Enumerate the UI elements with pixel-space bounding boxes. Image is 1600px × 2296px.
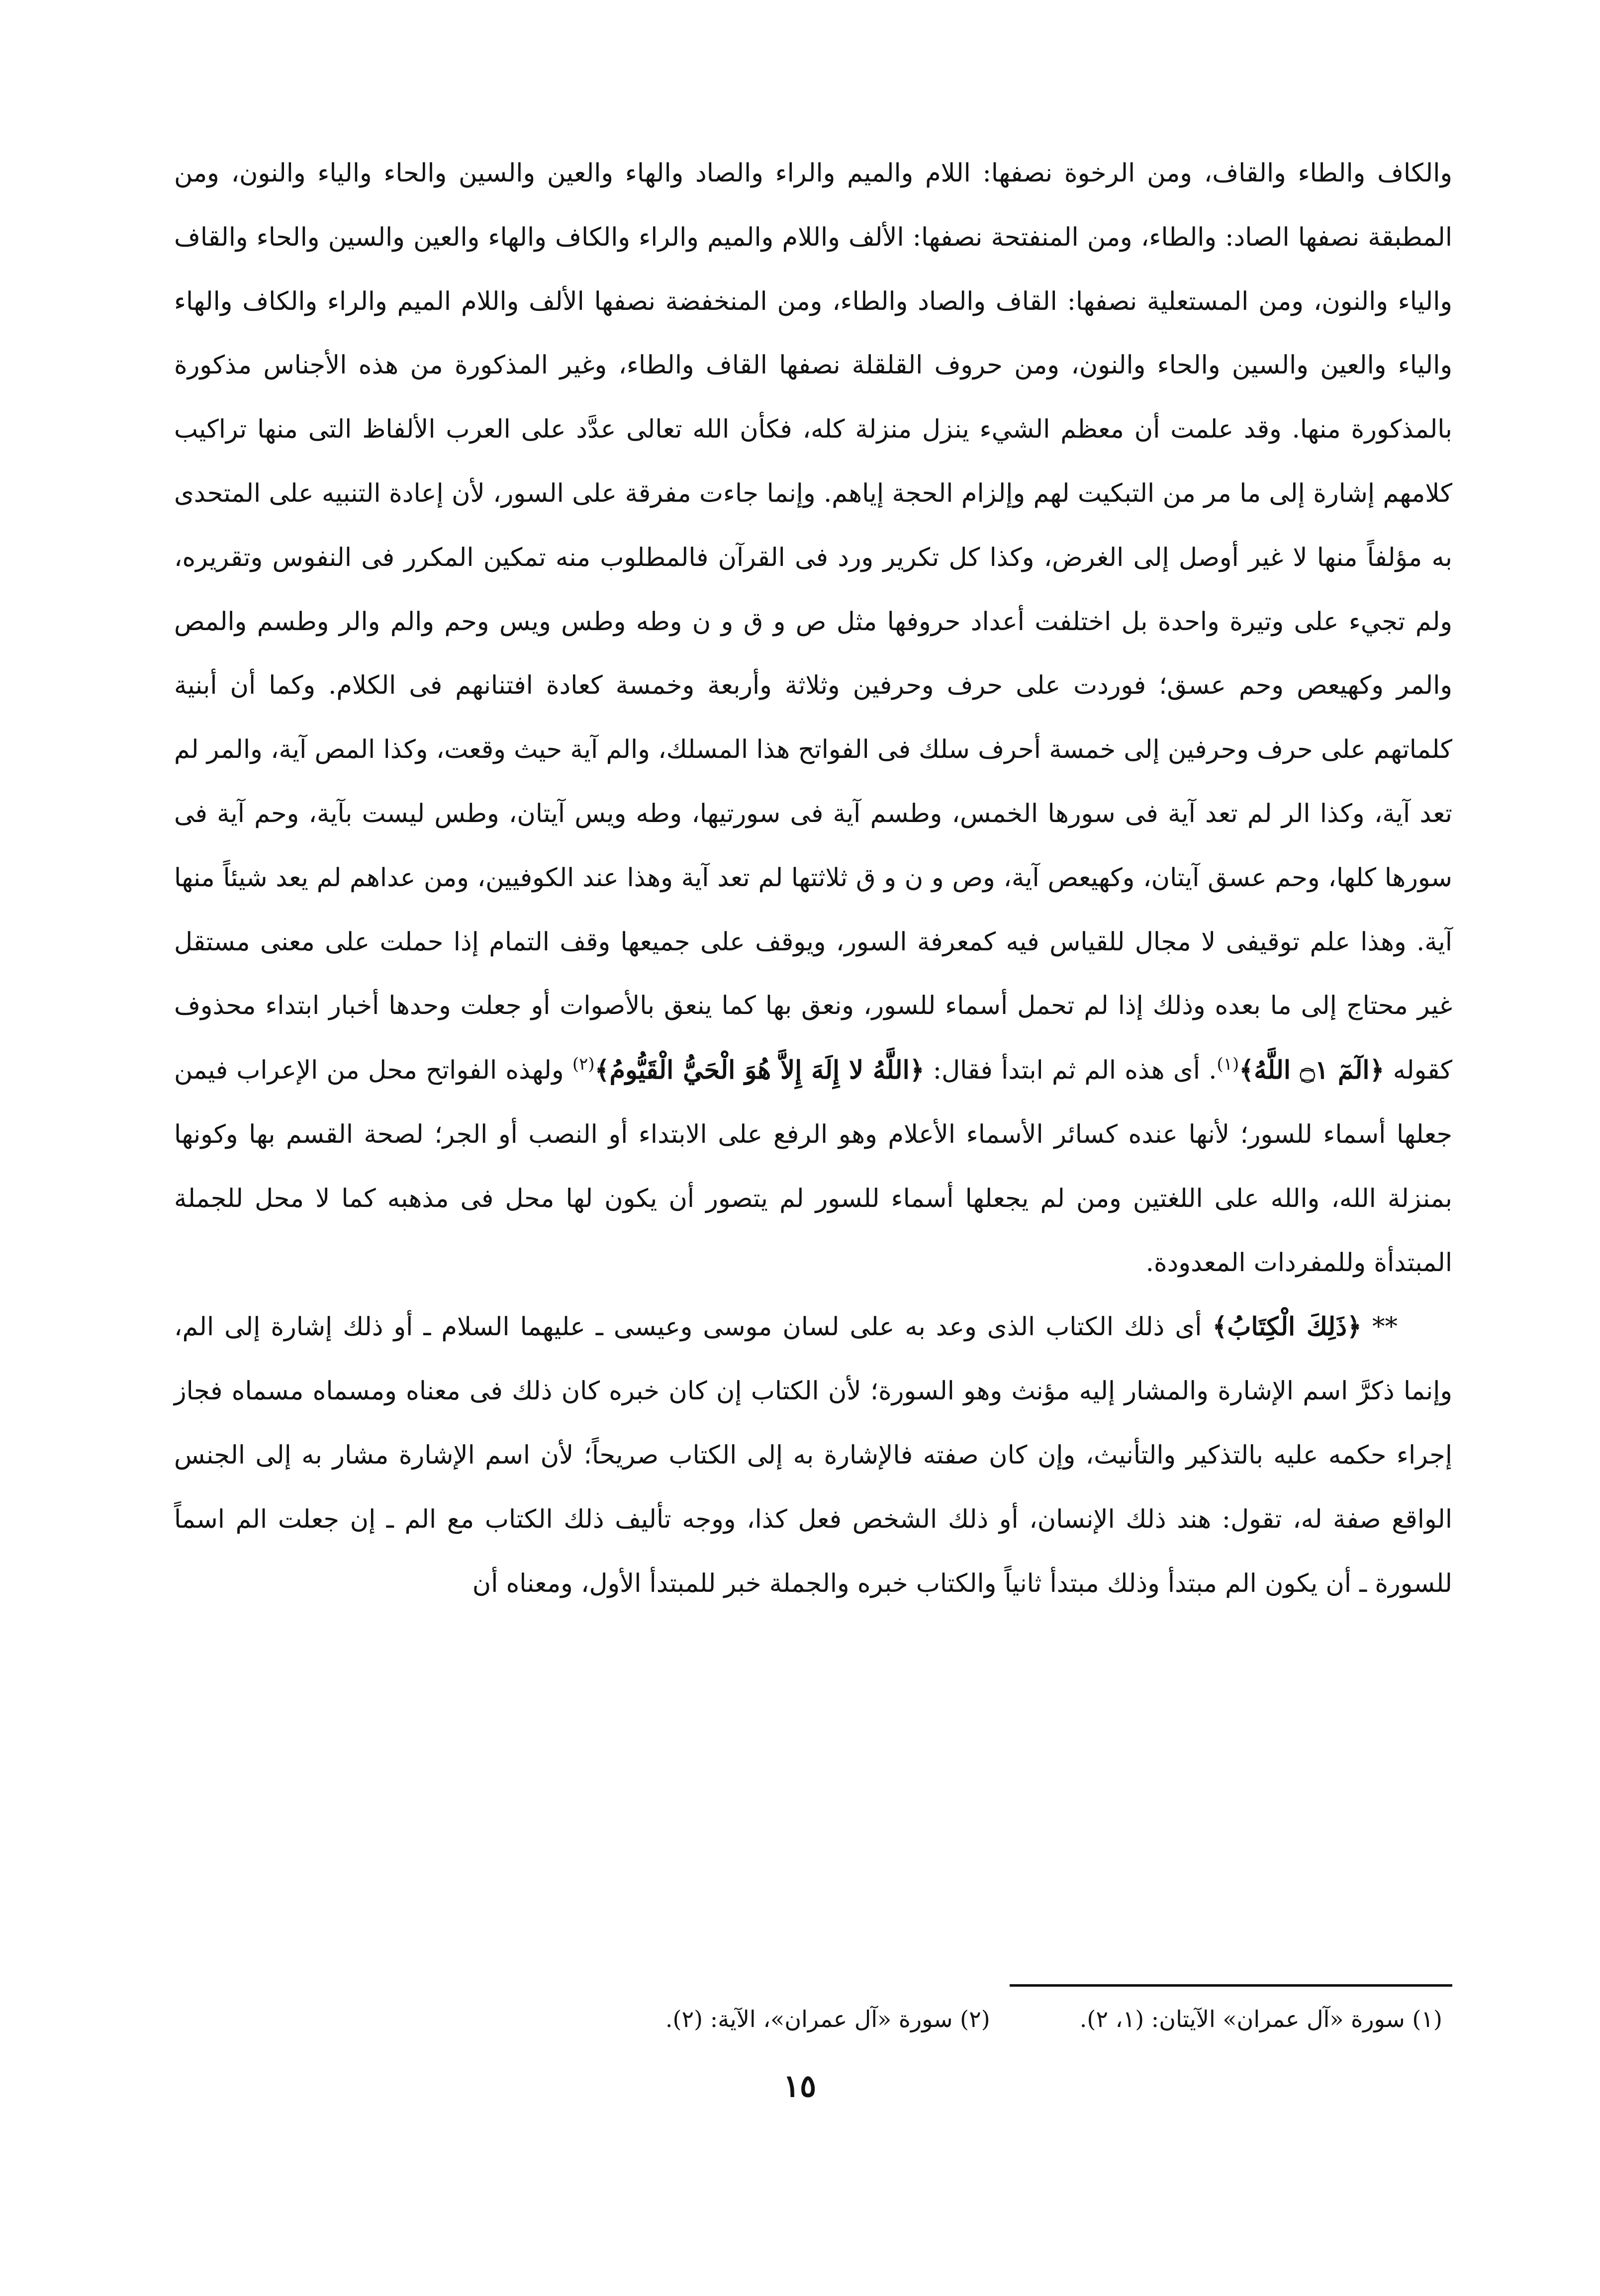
footnote-1: (١) سورة «آل عمران» الآيتان: (١، ٢). — [1079, 2006, 1442, 2032]
paragraph-2 — [174, 1295, 1452, 1616]
footnote-divider — [1010, 1984, 1452, 1987]
footnote-2: (٢) سورة «آل عمران»، الآية: (٢). — [665, 2006, 990, 2032]
page-number: ١٥ — [783, 2068, 817, 2104]
paragraph-1-text-2: . أى هذه الم ثم ابتدأ فقال: — [933, 1056, 1217, 1086]
quran-verse-3: ﴿ذَلِكَ الْكِتَابُ﴾ — [1212, 1312, 1362, 1342]
paragraph-marker: ** — [1372, 1312, 1398, 1342]
paragraph-1-text-3: ولهذه الفواتح محل من الإعراب فيمن جعلها أسماء للسور؛ لأنها عنده كسائر الأسماء الأعلام وهو الرفع على الابتداء أو النصب أو الجر؛ لصحة القسم بها وكونها بمنزلة الله، والله على اللغتين ومن لم يجعلها أسماء للسور لم يتصور أن يكون لها محل فى مذهبه كما لا محل للجملة المبتدأة وللمفردات المعدودة. — [174, 1056, 1452, 1278]
quran-verse-1: ﴿الٓمٓ ۝١ اللَّهُ﴾ — [1239, 1055, 1385, 1086]
paragraph-1 — [174, 142, 1452, 1295]
footnotes — [279, 1999, 1442, 2039]
paragraph-1-text-1: والكاف والطاء والقاف، ومن الرخوة نصفها: اللام والميم والراء والصاد والهاء والعين والسين والحاء والياء والنون، ومن المطبقة نصفها الصاد: والطاء، ومن المنفتحة نصفها: الألف واللام والميم والراء والكاف والهاء والعين والسين والحاء والقاف والياء والنون، ومن المستعلية نصفها: القاف والصاد والطاء، ومن المنخفضة نصفها الألف واللام الميم والراء والكاف والهاء والياء والعين والسين والحاء والنون، ومن حروف القلقلة نصفها القاف والطاء، وغير المذكورة من هذه الأجناس مذكورة بالمذكورة منها. وقد علمت أن معظم الشيء ينزل منزلة كله، فكأن الله تعالى عدَّد على العرب الألفاظ التى منها تراكيب كلامهم إشارة إلى ما مر من التبكيت لهم وإلزام الحجة إياهم. وإنما جاءت مفرقة على السور، لأن إعادة التنبيه على المتحدى به مؤلفاً منها لا غير أوصل إلى الغرض، وكذا كل تكرير ورد فى القرآن فالمطلوب منه تمكين المكرر فى النفوس وتقريره، ولم تجيء على وتيرة واحدة بل اختلفت أعداد حروفها مثل ص و ق و ن وطه وطس ويس وحم والم والر وطسم والمص والمر وكهيعص وحم عسق؛ فوردت على حرف وحرفين وثلاثة وأربعة وخمسة كعادة افتنانهم فى الكلام. وكما أن أبنية كلماتهم على حرف وحرفين إلى خمسة أحرف سلك فى الفواتح هذا المسلك، والم آية حيث وقعت، وكذا المص آية، والمر لم تعد آية، وكذا الر لم تعد آية فى سورها الخمس، وطسم آية فى سورتيها، وطه ويس آيتان، وطس ليست بآية، وحم آية فى سورها كلها، وحم عسق آيتان، وكهيعص آية، وص و ن و ق ثلاثتها لم تعد آية وهذا عند الكوفيين، ومن عداهم لم يعد شيئاً منها آية. وهذا علم توقيفى لا مجال للقياس فيه كمعرفة السور، ويوقف على جميعها وقف التمام إذا حملت على معنى مستقل غير محتاج إلى ما بعده وذلك إذا لم تحمل أسماء للسور، ونعق بها كما ينعق بالأصوات أو جعلت وحدها أخبار ابتداء محذوف كقوله — [174, 159, 1453, 1086]
paragraph-2-text: أى ذلك الكتاب الذى وعد به على لسان موسى وعيسى ـ عليهما السلام ـ أو ذلك إشارة إلى الم، وإنما ذكرَّ اسم الإشارة والمشار إليه مؤنث وهو السورة؛ لأن الكتاب إن كان خبره كان ذلك فى معناه ومسماه مسماه فجاز إجراء حكمه عليه بالتذكير والتأنيث، وإن كان صفته فالإشارة به إلى الكتاب صريحاً؛ لأن اسم الإشارة مشار به إلى الجنس الواقع صفة له، تقول: هند ذلك الإنسان، أو ذلك الشخص فعل كذا، ووجه تأليف ذلك الكتاب مع الم ـ إن جعلت الم اسماً للسورة ـ أن يكون الم مبتدأ وذلك مبتدأ ثانياً والكتاب خبره والجملة خبر للمبتدأ الأول، ومعناه أن — [174, 1312, 1452, 1598]
body-text — [174, 142, 1452, 1616]
footnote-ref-1: (١) — [1217, 1054, 1239, 1075]
quran-verse-2: ﴿اللَّهُ لا إِلَهَ إِلاَّ هُوَ الْحَيُّ الْقَيُّومُ﴾ — [594, 1055, 925, 1086]
footnote-ref-2: (٢) — [572, 1054, 595, 1075]
